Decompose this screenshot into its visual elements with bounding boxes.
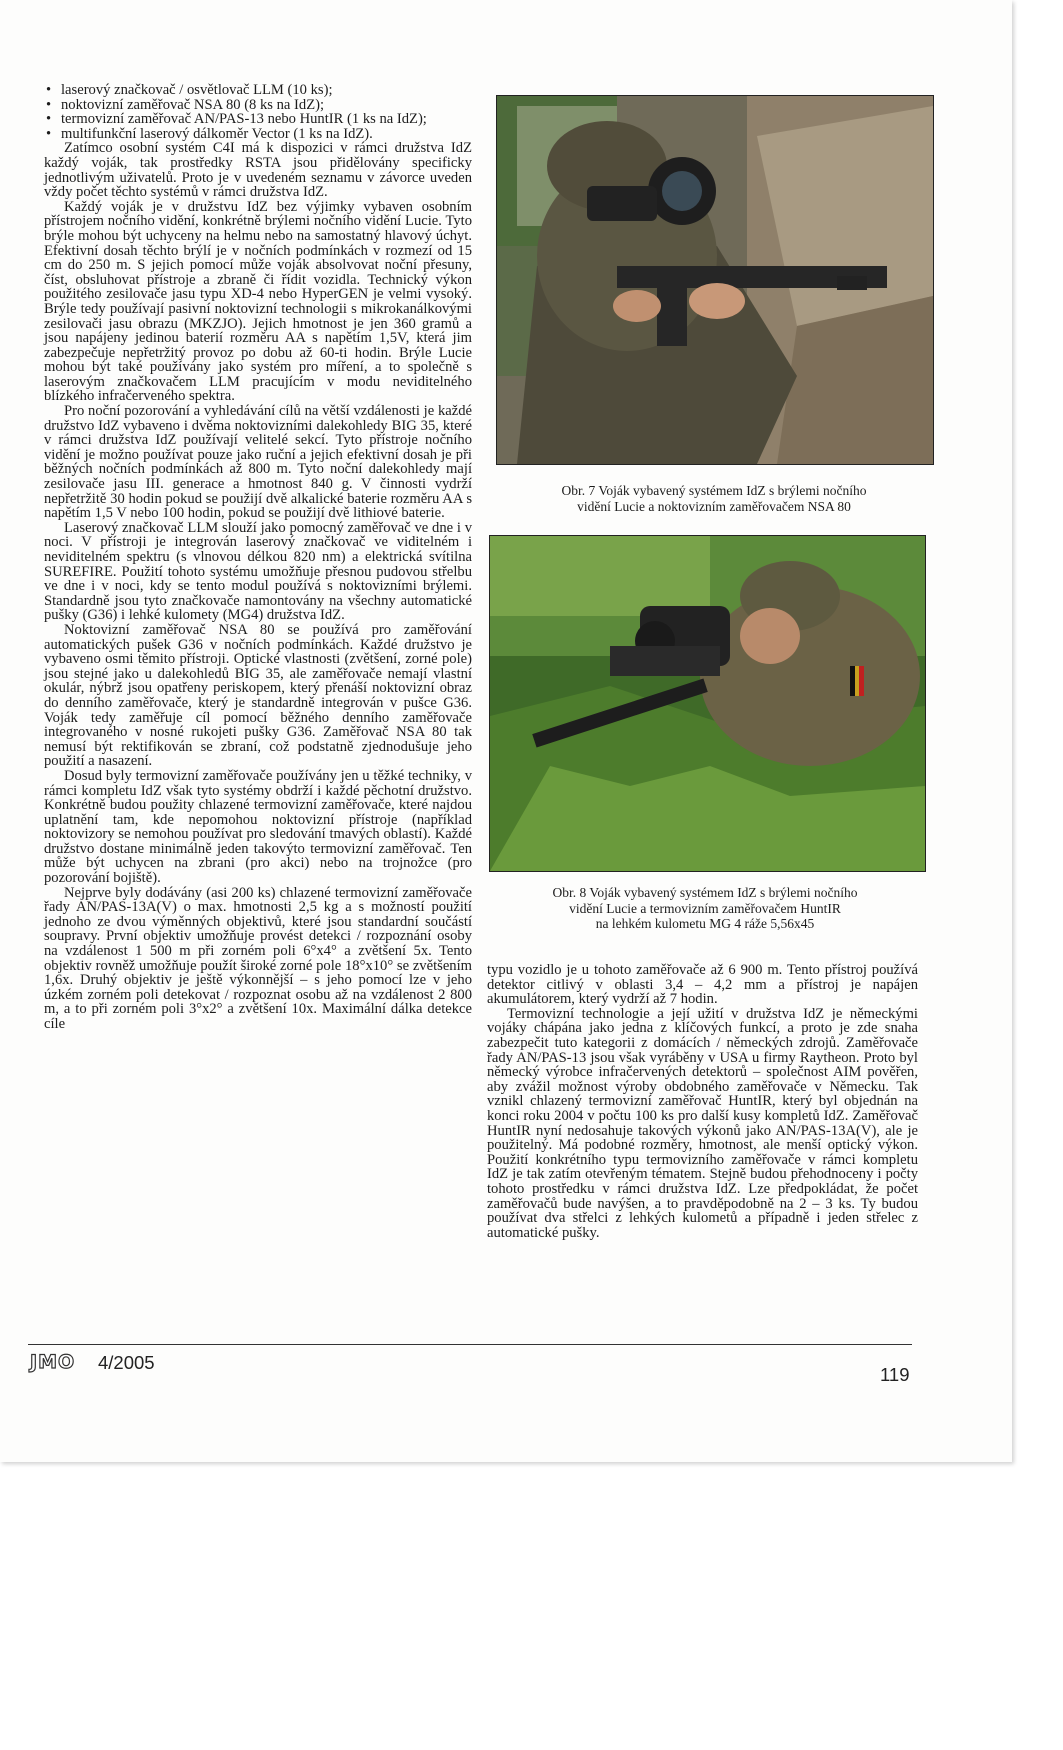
caption-line: na lehkém kulometu MG 4 ráže 5,56x45 <box>595 916 815 931</box>
paragraph: Dosud byly termovizní zaměřovače používány jen u těžké techniky, v rámci kompletu IdZ však tyto systémy obdrží i každé pěchotní družstvo. Konkrétně budou použity chlazené termovizní zaměřovače, které najdou uplatnění tam, kde nepomohou noktovizní přístroje (například noktovizory se nemohou používat pro sledování tmavých oblastí). Každé družstvo dostane minimálně jeden takovýto termovizní zaměřovač. Ten může být uchycen na zbrani (pro akci) nebo na trojnožce (pro pozorování bojiště). <box>44 767 472 887</box>
list-item: • noktovizní zaměřovač NSA 80 (8 ks na IdZ); <box>44 98 472 113</box>
issue-number: 4/2005 <box>98 1352 155 1373</box>
list-item: • laserový značkovač / osvětlovač LLM (10 ks); <box>44 83 472 98</box>
paragraph: Termovizní technologie a její užití v družstva IdZ je německými vojáky chápána jako jedna z klíčových funkcí, a proto je zde snaha zabezpečit tuto kategorii z domácích / německých zdrojů. Zaměřovače řady AN/PAS-13 jsou však vyráběny v USA u firmy Raytheon. Proto byl německý výrobce infračervených detektorů – společnost AIM pověřen, aby zvážil možnost výroby obdobného zaměřovače v Německu. Tak vznikl chlazený termovizní zaměřovač HuntIR, který byl objednán na konci roku 2004 v počtu 100 ks pro další kusy kompletů IdZ. Zaměřovač HuntIR nyní nedosahuje takových výkonů jako AN/PAS-13A(V), ale je použitelný. Má podobné rozměry, hmotnost, ale menší optický výkon. Použití konkrétního typu termovizního zaměřovače v rámci kompletu IdZ je tak zatím otevřeným tématem. Stejně budou přehodnoceny i počty tohoto prostředku v rámci družstva IdZ. Lze předpokládat, že počet zaměřovačů bude navýšen, a to pravděpodobně na 2 – 3 ks. Ty budou používat dva střelci z lehkých kulometů a případně i jeden střelec z automatické pušky. <box>487 1005 918 1241</box>
caption-line: Obr. 7 Voják vybavený systémem IdZ s brýlemi nočního <box>561 483 867 498</box>
footer-divider <box>28 1344 912 1345</box>
paragraph: Každý voják je v družstvu IdZ bez výjimky vybaven osobním přístrojem nočního vidění, konkrétně brýlemi nočního vidění Lucie. Tyto brýle mohou být uchyceny na helmu nebo na samostatný hlavový úchyt. Efektivní dosah těchto brýlí je v nočních podmínkách v rozmezí od 15 cm do 250 m. S jejich pomocí může voják absolvovat noční přesuny, číst, obsluhovat přístroje a zbraně či řídit vozidla. Technický výkon použitého zesilovače jasu typu XD-4 nebo HyperGEN je velmi vysoký. Brýle tedy používají pasivní noktovizní technologii s mikrokanálkovými zesilovači jasu obrazu (MKZJO). Jejich hmotnost je jen 360 gramů a jsou napájeny jedinou baterií rozměru AA s napětím 1,5V, která jim zabezpečuje nepřetržitý provoz po dobu až 60-ti hodin. Brýle Lucie mohou být také používány jako systém pro míření, a to společně s laserovým značkovačem LLM pracujícím v modu neviditelného blízkého infračerveného spektra. <box>44 198 472 405</box>
paragraph: Pro noční pozorování a vyhledávání cílů na větší vzdálenosti je každé družstvo IdZ vybaveno i dvěma noktovizními dalekohledy BIG 35, které v rámci družstva IdZ používají velitelé sekcí. Tyto přístroje nočního vidění je možno používat pouze jako ruční a jejich efektivní dosah je při běžných nočních podmínkách až 800 m. Tyto noční dalekohledy mají zesilovače jasu III. generace a hmotnost 840 g. V činnosti vydrží nepřetržitě 30 hodin pokud se použijí dvě alkalické baterie rozměru AA s napětím 1,5 V nebo 100 hodin, pokud se použijí dvě lithiové baterie. <box>44 403 472 522</box>
paragraph: typu vozidlo je u tohoto zaměřovače až 6 900 m. Tento přístroj používá detektor citlivý v oblasti 3,4 – 4,2 mm a přístroj je napájen akumulátorem, který vydrží až 7 hodin. <box>487 962 918 1008</box>
soldier-aiming-photo <box>497 96 933 464</box>
right-text-column <box>487 963 918 1240</box>
figure-8-caption <box>480 885 930 932</box>
page-number: 119 <box>880 1364 910 1385</box>
caption-line: vidění Lucie a noktovizním zaměřovačem NSA 80 <box>577 498 851 514</box>
left-text-column <box>44 83 472 1032</box>
figure-7-photo <box>496 95 934 465</box>
equipment-list <box>44 83 472 141</box>
magazine-logo: JMO <box>30 1351 76 1373</box>
paragraph: Zatímco osobní systém C4I má k dispozici v rámci družstva IdZ každý voják, tak prostředky RSTA jsou přidělovány specificky jednotlivým uživatelů. Proto je v uvedeném seznamu v závorce uveden vždy počet těchto systémů v rámci družstva IdZ. <box>44 140 472 201</box>
figure-7-caption <box>489 483 939 514</box>
paragraph: Nejprve byly dodávány (asi 200 ks) chlazené termovizní zaměřovače řady AN/PAS-13A(V) o max. hmotnosti 2,5 kg a s možností použití jednoho ze dvou výměnných objektivů, které jsou standardní součástí soupravy. První objektiv umožňuje provést detekci / rozpoznání osoby na vzdálenost 1 500 m při zorném poli 6°x4° a zvětšení 5x. Tento objektiv rovněž umožňuje použít široké zorné pole 18°x10° se zvětšením 1,6x. Druhý objektiv je ještě výkonnější – s jeho pomocí lze v jeho úzkém zorném poli detekovat / rozpoznat osobu až na vzdálenost 2 800 m, a to při zorném poli 3°x2° a zvětšení 10x. Maximální dálka detekce cíle <box>44 884 472 1032</box>
list-item: • termovizní zaměřovač AN/PAS-13 nebo HuntIR (1 ks na IdZ); <box>44 112 472 127</box>
paragraph: Laserový značkovač LLM slouží jako pomocný zaměřovač ve dne i v noci. V přístroji je integrován laserový značkovač ve viditelném i neviditelném spektru (s vlnovou délkou 820 nm) a elektrická svítilna SUREFIRE. Použití tohoto systému umožňuje přesnou pudovou střelbu ve dne i v noci, kdy se tento modul používá s noktovizními brýlemi. Standardně jsou tyto značkovače namontovány na všechny automatické pušky (G36) i lehké kulomety (MG4) družstva IdZ. <box>44 519 472 624</box>
soldier-prone-machine-gun-photo <box>490 536 925 871</box>
list-item: • multifunkční laserový dálkoměr Vector (1 ks na IdZ). <box>44 127 472 142</box>
figure-8-photo <box>489 535 926 872</box>
paragraph: Noktovizní zaměřovač NSA 80 se používá pro zaměřování automatických pušek G36 v nočních podmínkách. Každé družstvo je vybaveno osmi těmito přístroji. Optické vlastnosti (zvětšení, zorné pole) jsou stejné jako u dalekohledů BIG 35, ale zaměřovače nemají vlastní okulár, nýbrž jsou opatřeny periskopem, který přenáší noktovizní obraz do denního zaměřovače, který je standardně integrován v pušce G36. Voják tedy zaměřuje cíl pomocí běžného denního zaměřovače integrovaného v nosné rukojeti pušky G36. Zaměřovač NSA 80 tak nemusí být rektifikován se zbraní, což podstatně zjednodušuje jeho použití a nasazení. <box>44 621 472 770</box>
caption-line: vidění Lucie a termovizním zaměřovačem HuntIR <box>569 900 841 916</box>
caption-line: Obr. 8 Voják vybavený systémem IdZ s brýlemi nočního <box>552 885 858 900</box>
